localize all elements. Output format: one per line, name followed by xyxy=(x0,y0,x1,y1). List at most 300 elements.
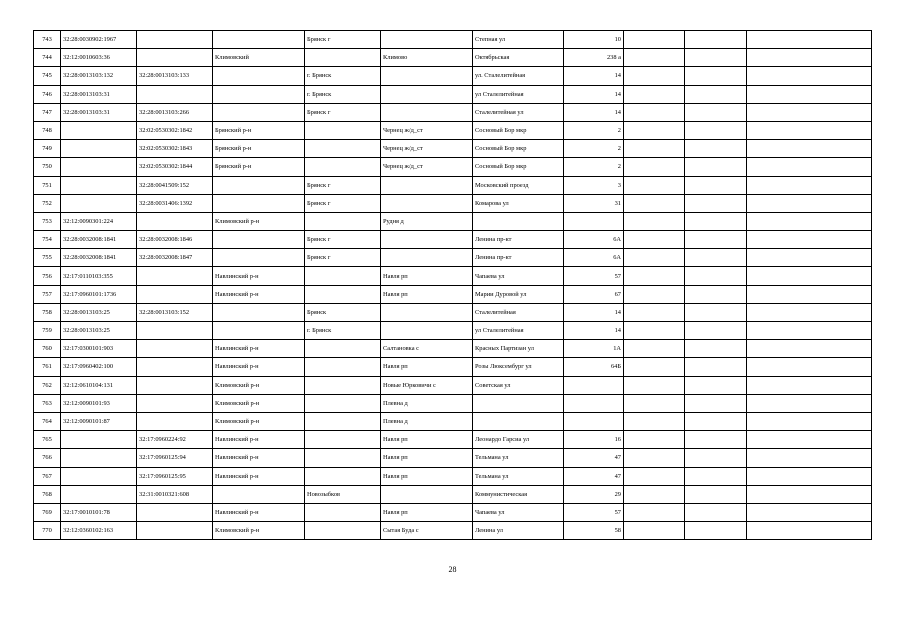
city-cell xyxy=(305,358,381,376)
table-row xyxy=(34,376,872,394)
table-row xyxy=(34,140,872,158)
registry-table xyxy=(33,30,872,540)
locality-cell: Новые Юрковичи с xyxy=(381,376,473,394)
cadastral-number-cell xyxy=(61,121,137,139)
row-number-cell: 748 xyxy=(34,121,61,139)
row-number-cell: 755 xyxy=(34,249,61,267)
locality-cell xyxy=(381,249,473,267)
locality-cell: Навля рп xyxy=(381,467,473,485)
cadastral-number-cell xyxy=(61,140,137,158)
house-number-cell: 2 xyxy=(564,158,624,176)
street-cell: ул Сталелитейная xyxy=(473,85,564,103)
extra-cell-3 xyxy=(747,358,872,376)
city-cell xyxy=(305,121,381,139)
cadastral-number-cell: 32:12:0610104:131 xyxy=(61,376,137,394)
street-cell: Тельмана ул xyxy=(473,467,564,485)
district-cell: Навлинский р-н xyxy=(213,285,305,303)
street-cell: ул. Сталелитейная xyxy=(473,67,564,85)
district-cell xyxy=(213,303,305,321)
cadastral-number-cell: 32:28:0032008:1841 xyxy=(61,249,137,267)
cadastral-number-cell: 32:12:0010603:36 xyxy=(61,49,137,67)
extra-cell-2 xyxy=(685,394,747,412)
cadastral-number-2-cell xyxy=(137,358,213,376)
district-cell xyxy=(213,103,305,121)
cadastral-number-2-cell xyxy=(137,31,213,49)
house-number-cell xyxy=(564,412,624,430)
cadastral-number-2-cell xyxy=(137,285,213,303)
table-row xyxy=(34,103,872,121)
extra-cell-1 xyxy=(624,285,685,303)
street-cell: Сталелитейная xyxy=(473,303,564,321)
cadastral-number-cell: 32:28:0013103:31 xyxy=(61,85,137,103)
house-number-cell: 6А xyxy=(564,249,624,267)
extra-cell-3 xyxy=(747,158,872,176)
extra-cell-3 xyxy=(747,49,872,67)
cadastral-number-cell: 32:28:0030902:1967 xyxy=(61,31,137,49)
cadastral-number-2-cell xyxy=(137,267,213,285)
house-number-cell: 16 xyxy=(564,431,624,449)
extra-cell-2 xyxy=(685,176,747,194)
row-number-cell: 760 xyxy=(34,340,61,358)
locality-cell: Сытая Буда с xyxy=(381,522,473,540)
locality-cell xyxy=(381,303,473,321)
cadastral-number-2-cell xyxy=(137,340,213,358)
street-cell: Розы Люксембург ул xyxy=(473,358,564,376)
cadastral-number-2-cell xyxy=(137,412,213,430)
house-number-cell: 14 xyxy=(564,103,624,121)
extra-cell-2 xyxy=(685,340,747,358)
district-cell: Навлинский р-н xyxy=(213,467,305,485)
city-cell: Брянск xyxy=(305,303,381,321)
cadastral-number-cell: 32:17:0110103:355 xyxy=(61,267,137,285)
house-number-cell: 57 xyxy=(564,267,624,285)
table-row xyxy=(34,158,872,176)
cadastral-number-cell: 32:12:0360102:163 xyxy=(61,522,137,540)
city-cell xyxy=(305,394,381,412)
extra-cell-3 xyxy=(747,31,872,49)
row-number-cell: 759 xyxy=(34,322,61,340)
cadastral-number-cell xyxy=(61,485,137,503)
extra-cell-1 xyxy=(624,485,685,503)
cadastral-number-cell xyxy=(61,176,137,194)
extra-cell-2 xyxy=(685,376,747,394)
extra-cell-1 xyxy=(624,394,685,412)
extra-cell-3 xyxy=(747,449,872,467)
cadastral-number-cell: 32:12:0090301:224 xyxy=(61,212,137,230)
locality-cell: Навля рп xyxy=(381,449,473,467)
city-cell xyxy=(305,376,381,394)
cadastral-number-2-cell: 32:02:0530302:1844 xyxy=(137,158,213,176)
city-cell xyxy=(305,212,381,230)
cadastral-number-cell: 32:28:0013103:132 xyxy=(61,67,137,85)
extra-cell-3 xyxy=(747,67,872,85)
city-cell xyxy=(305,431,381,449)
extra-cell-1 xyxy=(624,303,685,321)
cadastral-number-2-cell: 32:28:0032008:1846 xyxy=(137,231,213,249)
row-number-cell: 747 xyxy=(34,103,61,121)
table-row xyxy=(34,31,872,49)
house-number-cell: 14 xyxy=(564,67,624,85)
house-number-cell: 31 xyxy=(564,194,624,212)
extra-cell-3 xyxy=(747,140,872,158)
extra-cell-2 xyxy=(685,231,747,249)
city-cell xyxy=(305,140,381,158)
extra-cell-3 xyxy=(747,503,872,521)
table-row xyxy=(34,394,872,412)
row-number-cell: 750 xyxy=(34,158,61,176)
house-number-cell xyxy=(564,376,624,394)
extra-cell-3 xyxy=(747,231,872,249)
row-number-cell: 752 xyxy=(34,194,61,212)
table-row xyxy=(34,522,872,540)
extra-cell-2 xyxy=(685,522,747,540)
table-row xyxy=(34,267,872,285)
locality-cell: Салтановка с xyxy=(381,340,473,358)
extra-cell-1 xyxy=(624,503,685,521)
city-cell xyxy=(305,267,381,285)
locality-cell: Чернец ж/д_ст xyxy=(381,140,473,158)
extra-cell-2 xyxy=(685,449,747,467)
house-number-cell: 57 xyxy=(564,503,624,521)
cadastral-number-2-cell xyxy=(137,376,213,394)
district-cell: Климовский р-н xyxy=(213,376,305,394)
extra-cell-3 xyxy=(747,522,872,540)
street-cell: Чапаева ул xyxy=(473,267,564,285)
cadastral-number-cell: 32:28:0013103:25 xyxy=(61,322,137,340)
row-number-cell: 744 xyxy=(34,49,61,67)
district-cell: Климовский р-н xyxy=(213,394,305,412)
city-cell xyxy=(305,467,381,485)
street-cell: ул Сталелитейная xyxy=(473,322,564,340)
city-cell: г. Брянск xyxy=(305,85,381,103)
extra-cell-2 xyxy=(685,49,747,67)
extra-cell-3 xyxy=(747,176,872,194)
extra-cell-2 xyxy=(685,85,747,103)
city-cell xyxy=(305,158,381,176)
house-number-cell: 238 а xyxy=(564,49,624,67)
locality-cell: Чернец ж/д_ст xyxy=(381,121,473,139)
locality-cell: Навля рп xyxy=(381,267,473,285)
street-cell xyxy=(473,212,564,230)
locality-cell: Плевна д xyxy=(381,412,473,430)
extra-cell-1 xyxy=(624,376,685,394)
cadastral-number-cell xyxy=(61,194,137,212)
extra-cell-2 xyxy=(685,31,747,49)
district-cell xyxy=(213,194,305,212)
row-number-cell: 766 xyxy=(34,449,61,467)
district-cell: Климовский р-н xyxy=(213,522,305,540)
locality-cell xyxy=(381,85,473,103)
cadastral-number-2-cell: 32:28:0032008:1847 xyxy=(137,249,213,267)
extra-cell-2 xyxy=(685,412,747,430)
house-number-cell: 64Б xyxy=(564,358,624,376)
house-number-cell: 67 xyxy=(564,285,624,303)
street-cell: Советская ул xyxy=(473,376,564,394)
cadastral-number-2-cell: 32:28:0013103:266 xyxy=(137,103,213,121)
house-number-cell: 47 xyxy=(564,449,624,467)
extra-cell-3 xyxy=(747,285,872,303)
extra-cell-3 xyxy=(747,394,872,412)
cadastral-number-cell: 32:28:0013103:31 xyxy=(61,103,137,121)
cadastral-number-cell: 32:17:0960402:100 xyxy=(61,358,137,376)
table-row xyxy=(34,340,872,358)
city-cell: Брянск г xyxy=(305,194,381,212)
cadastral-number-cell xyxy=(61,467,137,485)
district-cell: Навлинский р-н xyxy=(213,340,305,358)
street-cell: Сосновый Бор мкр xyxy=(473,140,564,158)
extra-cell-3 xyxy=(747,212,872,230)
extra-cell-2 xyxy=(685,467,747,485)
cadastral-number-cell: 32:28:0013103:25 xyxy=(61,303,137,321)
extra-cell-3 xyxy=(747,194,872,212)
street-cell xyxy=(473,412,564,430)
cadastral-number-2-cell xyxy=(137,394,213,412)
house-number-cell: 58 xyxy=(564,522,624,540)
row-number-cell: 757 xyxy=(34,285,61,303)
cadastral-number-2-cell xyxy=(137,49,213,67)
street-cell: Марии Дуровой ул xyxy=(473,285,564,303)
district-cell xyxy=(213,231,305,249)
street-cell: Ленина пр-кт xyxy=(473,249,564,267)
row-number-cell: 767 xyxy=(34,467,61,485)
city-cell: Брянск г xyxy=(305,31,381,49)
extra-cell-1 xyxy=(624,412,685,430)
locality-cell xyxy=(381,231,473,249)
city-cell: Новозыбков xyxy=(305,485,381,503)
district-cell: Климовский р-н xyxy=(213,212,305,230)
table-row xyxy=(34,503,872,521)
cadastral-number-2-cell: 32:28:0013103:152 xyxy=(137,303,213,321)
street-cell: Чапаева ул xyxy=(473,503,564,521)
extra-cell-1 xyxy=(624,467,685,485)
row-number-cell: 756 xyxy=(34,267,61,285)
table-row xyxy=(34,85,872,103)
table-row xyxy=(34,412,872,430)
extra-cell-1 xyxy=(624,67,685,85)
street-cell: Коммунистическая xyxy=(473,485,564,503)
street-cell: Сосновый Бор мкр xyxy=(473,121,564,139)
street-cell: Красных Партизан ул xyxy=(473,340,564,358)
extra-cell-1 xyxy=(624,249,685,267)
district-cell xyxy=(213,485,305,503)
street-cell: Сталелитейная ул xyxy=(473,103,564,121)
extra-cell-1 xyxy=(624,103,685,121)
extra-cell-2 xyxy=(685,358,747,376)
house-number-cell: 14 xyxy=(564,85,624,103)
locality-cell xyxy=(381,31,473,49)
table-row xyxy=(34,194,872,212)
locality-cell xyxy=(381,176,473,194)
extra-cell-3 xyxy=(747,249,872,267)
city-cell xyxy=(305,340,381,358)
cadastral-number-cell: 32:17:0010101:78 xyxy=(61,503,137,521)
extra-cell-3 xyxy=(747,267,872,285)
locality-cell: Чернец ж/д_ст xyxy=(381,158,473,176)
street-cell: Тельмана ул xyxy=(473,449,564,467)
extra-cell-2 xyxy=(685,322,747,340)
row-number-cell: 751 xyxy=(34,176,61,194)
extra-cell-1 xyxy=(624,49,685,67)
extra-cell-1 xyxy=(624,158,685,176)
table-row xyxy=(34,285,872,303)
table-row xyxy=(34,67,872,85)
street-cell: Ленина ул xyxy=(473,522,564,540)
city-cell xyxy=(305,49,381,67)
cadastral-number-2-cell: 32:02:0530302:1842 xyxy=(137,121,213,139)
cadastral-number-cell xyxy=(61,158,137,176)
cadastral-number-2-cell xyxy=(137,322,213,340)
city-cell xyxy=(305,412,381,430)
extra-cell-3 xyxy=(747,103,872,121)
extra-cell-2 xyxy=(685,485,747,503)
extra-cell-3 xyxy=(747,412,872,430)
house-number-cell: 3 xyxy=(564,176,624,194)
table-row xyxy=(34,449,872,467)
extra-cell-3 xyxy=(747,121,872,139)
city-cell: Брянск г xyxy=(305,249,381,267)
extra-cell-3 xyxy=(747,85,872,103)
row-number-cell: 765 xyxy=(34,431,61,449)
extra-cell-1 xyxy=(624,431,685,449)
extra-cell-1 xyxy=(624,522,685,540)
locality-cell: Рудня д xyxy=(381,212,473,230)
house-number-cell: 47 xyxy=(564,467,624,485)
district-cell xyxy=(213,176,305,194)
locality-cell xyxy=(381,322,473,340)
house-number-cell: 1А xyxy=(564,340,624,358)
table-row xyxy=(34,231,872,249)
city-cell xyxy=(305,522,381,540)
house-number-cell: 14 xyxy=(564,322,624,340)
city-cell: г. Брянск xyxy=(305,67,381,85)
cadastral-number-2-cell: 32:02:0530302:1843 xyxy=(137,140,213,158)
row-number-cell: 749 xyxy=(34,140,61,158)
extra-cell-2 xyxy=(685,249,747,267)
row-number-cell: 770 xyxy=(34,522,61,540)
district-cell: Навлинский р-н xyxy=(213,503,305,521)
table-row xyxy=(34,121,872,139)
page-number: 28 xyxy=(448,565,457,574)
city-cell xyxy=(305,449,381,467)
row-number-cell: 743 xyxy=(34,31,61,49)
cadastral-number-2-cell: 32:17:0960125:94 xyxy=(137,449,213,467)
cadastral-number-cell xyxy=(61,449,137,467)
locality-cell: Навля рп xyxy=(381,285,473,303)
district-cell: Навлинский р-н xyxy=(213,358,305,376)
district-cell xyxy=(213,31,305,49)
extra-cell-3 xyxy=(747,485,872,503)
street-cell: Комарова ул xyxy=(473,194,564,212)
extra-cell-1 xyxy=(624,231,685,249)
table-row xyxy=(34,467,872,485)
extra-cell-1 xyxy=(624,267,685,285)
locality-cell: Плевна д xyxy=(381,394,473,412)
district-cell xyxy=(213,249,305,267)
house-number-cell: 2 xyxy=(564,121,624,139)
cadastral-number-cell: 32:28:0032008:1841 xyxy=(61,231,137,249)
house-number-cell: 6А xyxy=(564,231,624,249)
locality-cell: Климово xyxy=(381,49,473,67)
cadastral-number-2-cell xyxy=(137,503,213,521)
district-cell xyxy=(213,322,305,340)
locality-cell xyxy=(381,194,473,212)
house-number-cell: 14 xyxy=(564,303,624,321)
district-cell: Навлинский р-н xyxy=(213,449,305,467)
street-cell: Степная ул xyxy=(473,31,564,49)
cadastral-number-2-cell xyxy=(137,85,213,103)
table-row xyxy=(34,49,872,67)
cadastral-number-2-cell: 32:17:0960224:92 xyxy=(137,431,213,449)
table-row xyxy=(34,212,872,230)
street-cell: Сосновый Бор мкр xyxy=(473,158,564,176)
cadastral-number-cell xyxy=(61,431,137,449)
street-cell: Ленина пр-кт xyxy=(473,231,564,249)
row-number-cell: 746 xyxy=(34,85,61,103)
extra-cell-1 xyxy=(624,212,685,230)
extra-cell-3 xyxy=(747,467,872,485)
extra-cell-1 xyxy=(624,449,685,467)
row-number-cell: 745 xyxy=(34,67,61,85)
extra-cell-2 xyxy=(685,431,747,449)
extra-cell-2 xyxy=(685,503,747,521)
cadastral-number-2-cell: 32:28:0013103:133 xyxy=(137,67,213,85)
district-cell: Брянский р-н xyxy=(213,140,305,158)
house-number-cell: 2 xyxy=(564,140,624,158)
locality-cell xyxy=(381,485,473,503)
extra-cell-2 xyxy=(685,285,747,303)
district-cell: Климовский р-н xyxy=(213,412,305,430)
table-body xyxy=(34,31,872,540)
extra-cell-3 xyxy=(747,376,872,394)
table-row xyxy=(34,358,872,376)
extra-cell-2 xyxy=(685,67,747,85)
district-cell xyxy=(213,67,305,85)
locality-cell: Навля рп xyxy=(381,358,473,376)
cadastral-number-cell: 32:12:0090101:87 xyxy=(61,412,137,430)
locality-cell: Навля рп xyxy=(381,431,473,449)
extra-cell-3 xyxy=(747,322,872,340)
cadastral-number-cell: 32:17:0300101:903 xyxy=(61,340,137,358)
cadastral-number-2-cell xyxy=(137,212,213,230)
extra-cell-1 xyxy=(624,358,685,376)
extra-cell-3 xyxy=(747,303,872,321)
extra-cell-1 xyxy=(624,140,685,158)
district-cell: Брянский р-н xyxy=(213,158,305,176)
row-number-cell: 753 xyxy=(34,212,61,230)
extra-cell-2 xyxy=(685,158,747,176)
cadastral-number-2-cell xyxy=(137,522,213,540)
street-cell: Октябрьская xyxy=(473,49,564,67)
city-cell: г. Брянск xyxy=(305,322,381,340)
table-row xyxy=(34,176,872,194)
row-number-cell: 762 xyxy=(34,376,61,394)
row-number-cell: 761 xyxy=(34,358,61,376)
table-row xyxy=(34,485,872,503)
house-number-cell xyxy=(564,212,624,230)
city-cell xyxy=(305,285,381,303)
extra-cell-3 xyxy=(747,340,872,358)
cadastral-number-2-cell: 32:28:0031406:1392 xyxy=(137,194,213,212)
row-number-cell: 764 xyxy=(34,412,61,430)
row-number-cell: 768 xyxy=(34,485,61,503)
locality-cell xyxy=(381,67,473,85)
cadastral-number-2-cell: 32:31:0010321:608 xyxy=(137,485,213,503)
extra-cell-1 xyxy=(624,31,685,49)
locality-cell xyxy=(381,103,473,121)
street-cell: Московский проезд xyxy=(473,176,564,194)
extra-cell-2 xyxy=(685,194,747,212)
row-number-cell: 763 xyxy=(34,394,61,412)
